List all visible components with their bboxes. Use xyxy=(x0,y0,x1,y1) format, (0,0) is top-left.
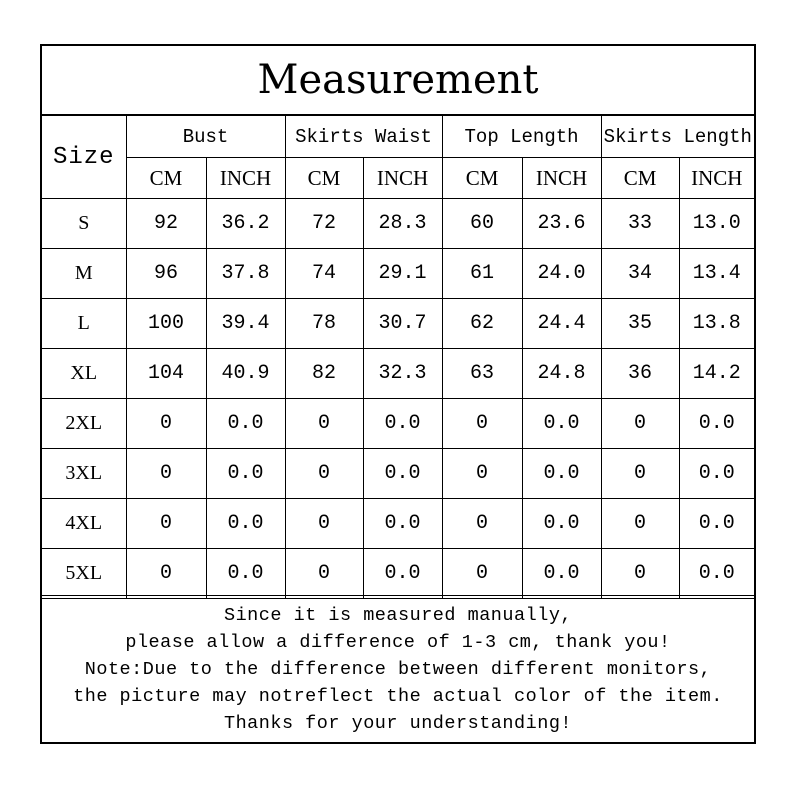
unit-header-row xyxy=(42,158,754,199)
cm-value-cell: 104 xyxy=(126,349,206,399)
cm-value-cell: 0 xyxy=(601,549,679,599)
unit-header-inch: INCH xyxy=(363,158,442,199)
unit-header-cm: CM xyxy=(601,158,679,199)
inch-value-cell: 0.0 xyxy=(679,449,754,499)
inch-value-cell: 0.0 xyxy=(522,399,601,449)
size-table xyxy=(42,116,754,599)
table-row xyxy=(42,399,754,449)
inch-value-cell: 0.0 xyxy=(679,549,754,599)
cm-value-cell: 60 xyxy=(442,199,522,249)
inch-value-cell: 24.4 xyxy=(522,299,601,349)
chart-title: Measurement xyxy=(42,46,754,116)
measurement-chart xyxy=(40,44,756,744)
table-row xyxy=(42,549,754,599)
inch-value-cell: 13.0 xyxy=(679,199,754,249)
group-header-top-length: Top Length xyxy=(442,116,601,158)
table-row xyxy=(42,249,754,299)
inch-value-cell: 32.3 xyxy=(363,349,442,399)
note-line: Thanks for your understanding! xyxy=(223,712,573,734)
size-cell: 2XL xyxy=(42,399,126,449)
cm-value-cell: 61 xyxy=(442,249,522,299)
group-header-bust: Bust xyxy=(126,116,285,158)
cm-value-cell: 0 xyxy=(442,449,522,499)
inch-value-cell: 37.8 xyxy=(206,249,285,299)
cm-value-cell: 0 xyxy=(442,399,522,449)
size-table-body xyxy=(42,199,754,599)
inch-value-cell: 0.0 xyxy=(363,549,442,599)
unit-header-inch: INCH xyxy=(522,158,601,199)
unit-header-cm: CM xyxy=(442,158,522,199)
inch-value-cell: 0.0 xyxy=(363,499,442,549)
table-row xyxy=(42,299,754,349)
cm-value-cell: 0 xyxy=(442,549,522,599)
inch-value-cell: 36.2 xyxy=(206,199,285,249)
cm-value-cell: 63 xyxy=(442,349,522,399)
cm-value-cell: 33 xyxy=(601,199,679,249)
size-cell: M xyxy=(42,249,126,299)
inch-value-cell: 14.2 xyxy=(679,349,754,399)
measurement-note xyxy=(42,595,754,742)
inch-value-cell: 39.4 xyxy=(206,299,285,349)
table-row xyxy=(42,449,754,499)
cm-value-cell: 92 xyxy=(126,199,206,249)
inch-value-cell: 0.0 xyxy=(679,399,754,449)
table-row xyxy=(42,499,754,549)
cm-value-cell: 0 xyxy=(285,499,363,549)
inch-value-cell: 0.0 xyxy=(206,499,285,549)
cm-value-cell: 0 xyxy=(442,499,522,549)
size-cell: 3XL xyxy=(42,449,126,499)
inch-value-cell: 30.7 xyxy=(363,299,442,349)
cm-value-cell: 0 xyxy=(285,549,363,599)
cm-value-cell: 0 xyxy=(601,499,679,549)
inch-value-cell: 13.4 xyxy=(679,249,754,299)
group-header-skirts-waist: Skirts Waist xyxy=(285,116,442,158)
cm-value-cell: 62 xyxy=(442,299,522,349)
group-header-skirts-length: Skirts Length xyxy=(601,116,754,158)
unit-header-inch: INCH xyxy=(206,158,285,199)
cm-value-cell: 96 xyxy=(126,249,206,299)
size-cell: XL xyxy=(42,349,126,399)
cm-value-cell: 0 xyxy=(601,399,679,449)
group-header-row xyxy=(42,116,754,158)
unit-header-inch: INCH xyxy=(679,158,754,199)
inch-value-cell: 0.0 xyxy=(679,499,754,549)
table-row xyxy=(42,349,754,399)
note-line: the picture may notreflect the actual color of the item. xyxy=(73,685,723,707)
cm-value-cell: 72 xyxy=(285,199,363,249)
cm-value-cell: 100 xyxy=(126,299,206,349)
note-line: please allow a difference of 1-3 cm, thank you! xyxy=(125,631,671,653)
inch-value-cell: 0.0 xyxy=(522,449,601,499)
table-row xyxy=(42,199,754,249)
cm-value-cell: 74 xyxy=(285,249,363,299)
cm-value-cell: 0 xyxy=(601,449,679,499)
size-cell: S xyxy=(42,199,126,249)
size-cell: L xyxy=(42,299,126,349)
size-cell: 4XL xyxy=(42,499,126,549)
inch-value-cell: 24.0 xyxy=(522,249,601,299)
cm-value-cell: 35 xyxy=(601,299,679,349)
inch-value-cell: 0.0 xyxy=(522,549,601,599)
inch-value-cell: 13.8 xyxy=(679,299,754,349)
unit-header-cm: CM xyxy=(285,158,363,199)
inch-value-cell: 0.0 xyxy=(206,449,285,499)
size-cell: 5XL xyxy=(42,549,126,599)
cm-value-cell: 0 xyxy=(285,399,363,449)
cm-value-cell: 34 xyxy=(601,249,679,299)
inch-value-cell: 0.0 xyxy=(206,399,285,449)
inch-value-cell: 29.1 xyxy=(363,249,442,299)
inch-value-cell: 24.8 xyxy=(522,349,601,399)
inch-value-cell: 0.0 xyxy=(206,549,285,599)
cm-value-cell: 78 xyxy=(285,299,363,349)
size-column-header: Size xyxy=(42,116,126,199)
cm-value-cell: 0 xyxy=(126,399,206,449)
cm-value-cell: 0 xyxy=(126,549,206,599)
cm-value-cell: 0 xyxy=(126,449,206,499)
note-line: Note:Due to the difference between different monitors, xyxy=(84,658,712,680)
cm-value-cell: 0 xyxy=(285,449,363,499)
inch-value-cell: 40.9 xyxy=(206,349,285,399)
inch-value-cell: 0.0 xyxy=(363,399,442,449)
inch-value-cell: 28.3 xyxy=(363,199,442,249)
cm-value-cell: 36 xyxy=(601,349,679,399)
inch-value-cell: 0.0 xyxy=(522,499,601,549)
unit-header-cm: CM xyxy=(126,158,206,199)
note-line: Since it is measured manually, xyxy=(223,604,573,626)
inch-value-cell: 0.0 xyxy=(363,449,442,499)
cm-value-cell: 82 xyxy=(285,349,363,399)
inch-value-cell: 23.6 xyxy=(522,199,601,249)
cm-value-cell: 0 xyxy=(126,499,206,549)
